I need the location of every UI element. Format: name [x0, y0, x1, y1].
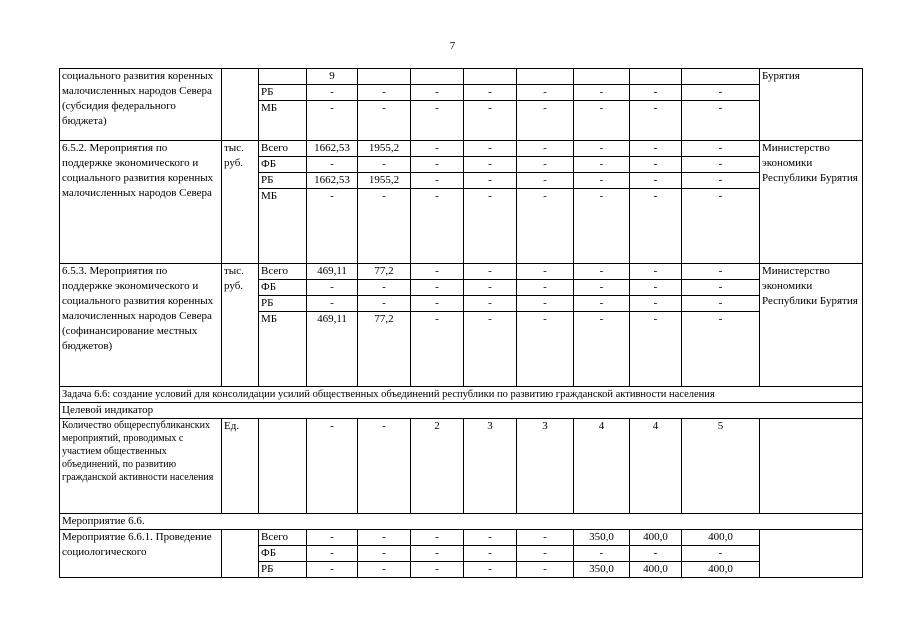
- program-table: [59, 68, 863, 578]
- value-cell: -: [630, 189, 682, 264]
- value-cell: -: [574, 173, 630, 189]
- table-row: [60, 403, 863, 419]
- unit-cell: тыс. руб.: [222, 141, 259, 264]
- value-cell: -: [682, 296, 760, 312]
- value-cell: -: [307, 530, 358, 546]
- budget-source-cell: МБ: [259, 189, 307, 264]
- value-cell: [630, 69, 682, 85]
- value-cell: -: [574, 101, 630, 141]
- value-cell: -: [411, 85, 464, 101]
- value-cell: 350,0: [574, 530, 630, 546]
- target-indicator-label: Целевой индикатор: [60, 403, 863, 419]
- value-cell: -: [464, 157, 517, 173]
- value-cell: -: [464, 101, 517, 141]
- value-cell: -: [358, 562, 411, 578]
- indicator-name-cell: Количество общереспубликанских мероприятий, проводимых с участием общественных объединений, по развитию гражданской активности населения: [60, 419, 222, 514]
- activity-name-cell: Мероприятие 6.6.1. Проведение социологического: [60, 530, 222, 578]
- unit-cell: тыс. руб.: [222, 264, 259, 387]
- value-cell: 1662,53: [307, 173, 358, 189]
- value-cell: -: [517, 173, 574, 189]
- value-cell: 1662,53: [307, 141, 358, 157]
- indicator-value-cell: 5: [682, 419, 760, 514]
- value-cell: -: [411, 264, 464, 280]
- value-cell: -: [411, 189, 464, 264]
- value-cell: -: [682, 101, 760, 141]
- indicator-value-cell: 3: [517, 419, 574, 514]
- value-cell: -: [358, 85, 411, 101]
- value-cell: -: [574, 85, 630, 101]
- value-cell: -: [630, 173, 682, 189]
- value-cell: -: [517, 101, 574, 141]
- value-cell: 400,0: [682, 562, 760, 578]
- value-cell: -: [630, 312, 682, 387]
- value-cell: -: [574, 312, 630, 387]
- value-cell: -: [517, 157, 574, 173]
- value-cell: -: [464, 141, 517, 157]
- value-cell: -: [464, 562, 517, 578]
- value-cell: 350,0: [574, 562, 630, 578]
- value-cell: [411, 69, 464, 85]
- budget-source-cell: РБ: [259, 173, 307, 189]
- indicator-value-cell: 3: [464, 419, 517, 514]
- value-cell: -: [630, 264, 682, 280]
- value-cell: -: [517, 562, 574, 578]
- value-cell: 469,11: [307, 312, 358, 387]
- value-cell: -: [464, 280, 517, 296]
- budget-source-cell: ФБ: [259, 546, 307, 562]
- value-cell: -: [411, 101, 464, 141]
- value-cell: [464, 69, 517, 85]
- indicator-value-cell: 4: [574, 419, 630, 514]
- table-row: [60, 264, 863, 280]
- value-cell: -: [411, 141, 464, 157]
- value-cell: -: [630, 101, 682, 141]
- value-cell: 9: [307, 69, 358, 85]
- value-cell: -: [682, 312, 760, 387]
- value-cell: 1955,2: [358, 173, 411, 189]
- executor-cell: [760, 530, 863, 578]
- unit-cell: [222, 530, 259, 578]
- value-cell: -: [307, 189, 358, 264]
- value-cell: -: [307, 101, 358, 141]
- value-cell: -: [358, 280, 411, 296]
- value-cell: 1955,2: [358, 141, 411, 157]
- value-cell: -: [517, 312, 574, 387]
- value-cell: -: [682, 157, 760, 173]
- value-cell: -: [682, 546, 760, 562]
- value-cell: -: [574, 189, 630, 264]
- value-cell: -: [682, 189, 760, 264]
- executor-cell: Министерство экономики Республики Бурятия: [760, 141, 863, 264]
- indicator-value-cell: [259, 419, 307, 514]
- budget-source-cell: РБ: [259, 562, 307, 578]
- table-row: [60, 69, 863, 85]
- value-cell: 400,0: [630, 530, 682, 546]
- value-cell: -: [574, 264, 630, 280]
- executor-cell: Бурятия: [760, 69, 863, 141]
- value-cell: -: [517, 280, 574, 296]
- value-cell: -: [574, 141, 630, 157]
- budget-source-cell: Всего: [259, 530, 307, 546]
- value-cell: -: [411, 157, 464, 173]
- value-cell: -: [630, 85, 682, 101]
- budget-source-cell: МБ: [259, 101, 307, 141]
- budget-source-cell: МБ: [259, 312, 307, 387]
- page-number: 7: [449, 40, 456, 52]
- value-cell: -: [464, 189, 517, 264]
- event-label: Мероприятие 6.6.: [60, 514, 863, 530]
- budget-source-cell: Всего: [259, 264, 307, 280]
- value-cell: -: [411, 173, 464, 189]
- value-cell: -: [517, 85, 574, 101]
- table-row: [60, 387, 863, 403]
- value-cell: 400,0: [630, 562, 682, 578]
- activity-name-cell: 6.5.3. Мероприятия по поддержке экономического и социального развития коренных малочисленных народов Севера (софинансирование местных бюджетов): [60, 264, 222, 387]
- table-row: [60, 530, 863, 546]
- value-cell: -: [307, 85, 358, 101]
- value-cell: -: [411, 546, 464, 562]
- budget-source-cell: РБ: [259, 296, 307, 312]
- value-cell: -: [411, 280, 464, 296]
- value-cell: -: [358, 546, 411, 562]
- executor-cell: Министерство экономики Республики Бурятия: [760, 264, 863, 387]
- value-cell: -: [464, 312, 517, 387]
- budget-source-cell: ФБ: [259, 280, 307, 296]
- value-cell: -: [682, 85, 760, 101]
- value-cell: -: [358, 189, 411, 264]
- value-cell: [517, 69, 574, 85]
- value-cell: -: [682, 173, 760, 189]
- table-row: [60, 514, 863, 530]
- value-cell: 77,2: [358, 264, 411, 280]
- value-cell: -: [411, 296, 464, 312]
- value-cell: -: [307, 562, 358, 578]
- budget-source-cell: [259, 69, 307, 85]
- value-cell: -: [630, 157, 682, 173]
- value-cell: -: [358, 101, 411, 141]
- value-cell: -: [630, 141, 682, 157]
- value-cell: -: [411, 562, 464, 578]
- value-cell: -: [358, 530, 411, 546]
- value-cell: -: [307, 157, 358, 173]
- budget-source-cell: ФБ: [259, 157, 307, 173]
- value-cell: -: [682, 264, 760, 280]
- executor-cell: [760, 419, 863, 514]
- value-cell: -: [630, 296, 682, 312]
- value-cell: -: [630, 546, 682, 562]
- value-cell: -: [517, 264, 574, 280]
- budget-source-cell: РБ: [259, 85, 307, 101]
- value-cell: -: [307, 296, 358, 312]
- value-cell: [574, 69, 630, 85]
- indicator-value-cell: -: [358, 419, 411, 514]
- budget-source-cell: Всего: [259, 141, 307, 157]
- indicator-value-cell: -: [307, 419, 358, 514]
- unit-cell: [222, 69, 259, 141]
- value-cell: 400,0: [682, 530, 760, 546]
- value-cell: -: [307, 280, 358, 296]
- value-cell: -: [517, 546, 574, 562]
- value-cell: -: [411, 530, 464, 546]
- value-cell: -: [307, 546, 358, 562]
- value-cell: -: [574, 546, 630, 562]
- value-cell: -: [358, 296, 411, 312]
- value-cell: -: [464, 264, 517, 280]
- value-cell: -: [411, 312, 464, 387]
- value-cell: -: [517, 141, 574, 157]
- indicator-value-cell: 4: [630, 419, 682, 514]
- value-cell: -: [464, 85, 517, 101]
- value-cell: -: [574, 157, 630, 173]
- value-cell: -: [682, 141, 760, 157]
- value-cell: [358, 69, 411, 85]
- value-cell: -: [517, 296, 574, 312]
- unit-cell: Ед.: [222, 419, 259, 514]
- table-row: [60, 141, 863, 157]
- table-row: [60, 419, 863, 514]
- value-cell: -: [574, 296, 630, 312]
- value-cell: 469,11: [307, 264, 358, 280]
- value-cell: -: [464, 173, 517, 189]
- activity-name-cell: 6.5.2. Мероприятия по поддержке экономического и социального развития коренных малочисленных народов Севера: [60, 141, 222, 264]
- task-row-cell: Задача 6.6: создание условий для консолидации усилий общественных объединений республики по развитию гражданской активности населения: [60, 387, 863, 403]
- activity-name-cell: социального развития коренных малочисленных народов Севера (субсидия федерального бюджета): [60, 69, 222, 141]
- indicator-value-cell: 2: [411, 419, 464, 514]
- value-cell: 77,2: [358, 312, 411, 387]
- value-cell: -: [517, 530, 574, 546]
- value-cell: -: [464, 530, 517, 546]
- value-cell: -: [464, 296, 517, 312]
- value-cell: -: [574, 280, 630, 296]
- value-cell: [682, 69, 760, 85]
- value-cell: -: [630, 280, 682, 296]
- value-cell: -: [358, 157, 411, 173]
- value-cell: -: [464, 546, 517, 562]
- value-cell: -: [517, 189, 574, 264]
- value-cell: -: [682, 280, 760, 296]
